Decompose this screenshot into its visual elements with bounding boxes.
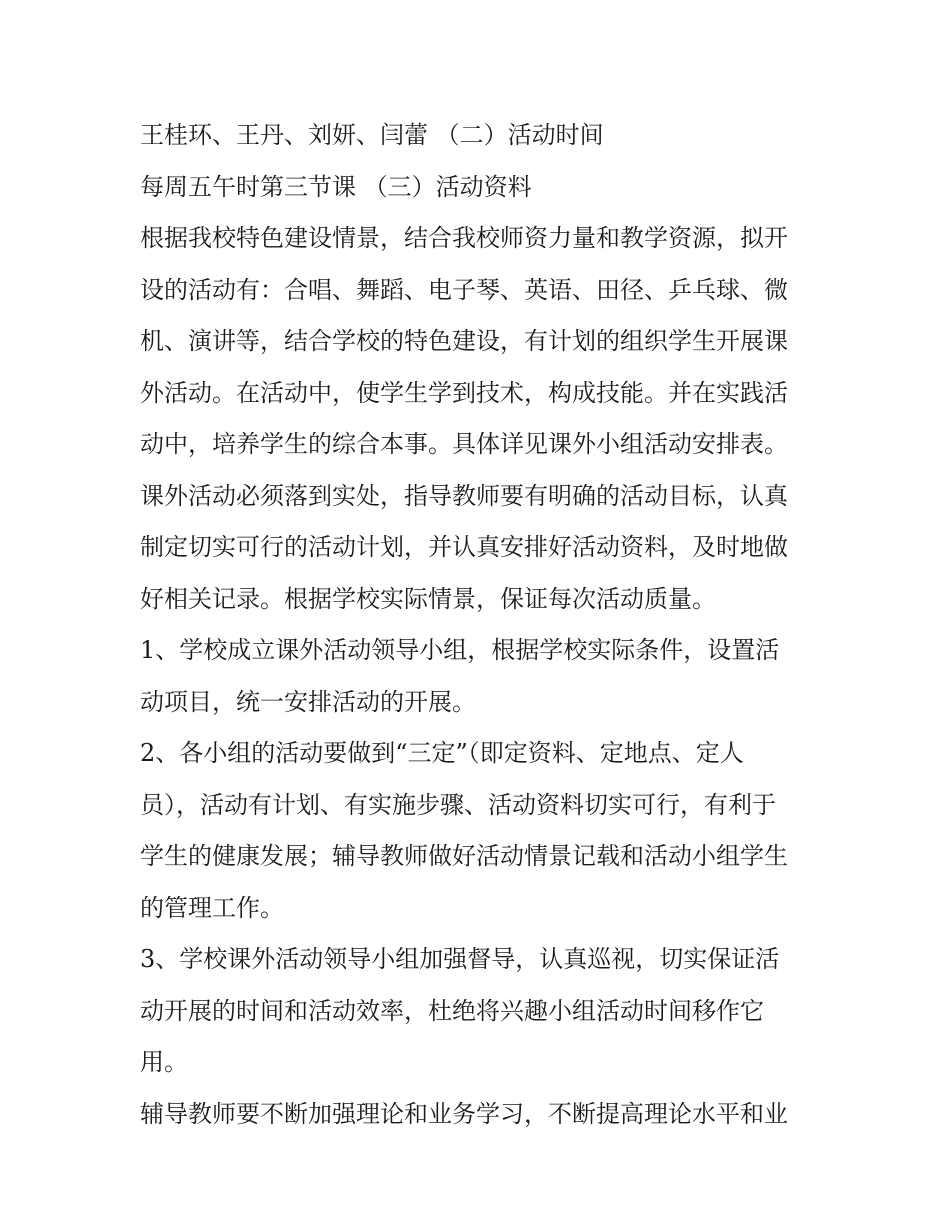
text-line-20: 辅导教师要不断加强理论和业务学习，不断提高理论水平和业 (140, 1099, 788, 1128)
text-line-10: 好相关记录。根据学校实际情景，保证每次活动质量。 (140, 584, 716, 613)
text-line-13: 2、各小组的活动要做到“三定”（即定资料、定地点、定人 (140, 739, 744, 767)
text-line-3: 根据我校特色建设情景，结合我校师资力量和教学资源，拟开 (140, 224, 788, 252)
text-line-6: 外活动。在活动中，使学生学到技术，构成技能。并在实践活 (140, 378, 788, 407)
text-line-12: 动项目，统一安排活动的开展。 (140, 687, 476, 716)
text-line-19: 用。 (140, 1048, 188, 1076)
text-line-1: 王桂环、王丹、刘妍、闫蕾 （二）活动时间 (140, 121, 604, 149)
text-line-8: 课外活动必须落到实处，指导教师要有明确的活动目标，认真 (140, 481, 788, 510)
text-line-15: 学生的健康发展；辅导教师做好活动情景记载和活动小组学生 (140, 842, 788, 870)
text-line-17: 3、学校课外活动领导小组加强督导，认真巡视，切实保证活 (140, 945, 780, 973)
text-line-2: 每周五午时第三节课 （三）活动资料 (140, 172, 532, 201)
document-body (140, 110, 830, 1140)
text-line-7: 动中，培养学生的综合本事。具体详见课外小组活动安排表。 (140, 430, 788, 458)
text-line-11: 1、学校成立课外活动领导小组，根据学校实际条件，设置活 (140, 636, 780, 664)
text-line-4: 设的活动有：合唱、舞蹈、电子琴、英语、田径、乒乓球、微 (140, 275, 788, 304)
text-line-5: 机、演讲等，结合学校的特色建设，有计划的组织学生开展课 (140, 327, 788, 355)
text-line-14: 员），活动有计划、有实施步骤、活动资料切实可行，有利于 (140, 790, 776, 819)
text-line-18: 动开展的时间和活动效率，杜绝将兴趣小组活动时间移作它 (140, 996, 764, 1025)
text-line-16: 的管理工作。 (140, 893, 284, 922)
text-line-9: 制定切实可行的活动计划，并认真安排好活动资料，及时地做 (140, 533, 788, 561)
